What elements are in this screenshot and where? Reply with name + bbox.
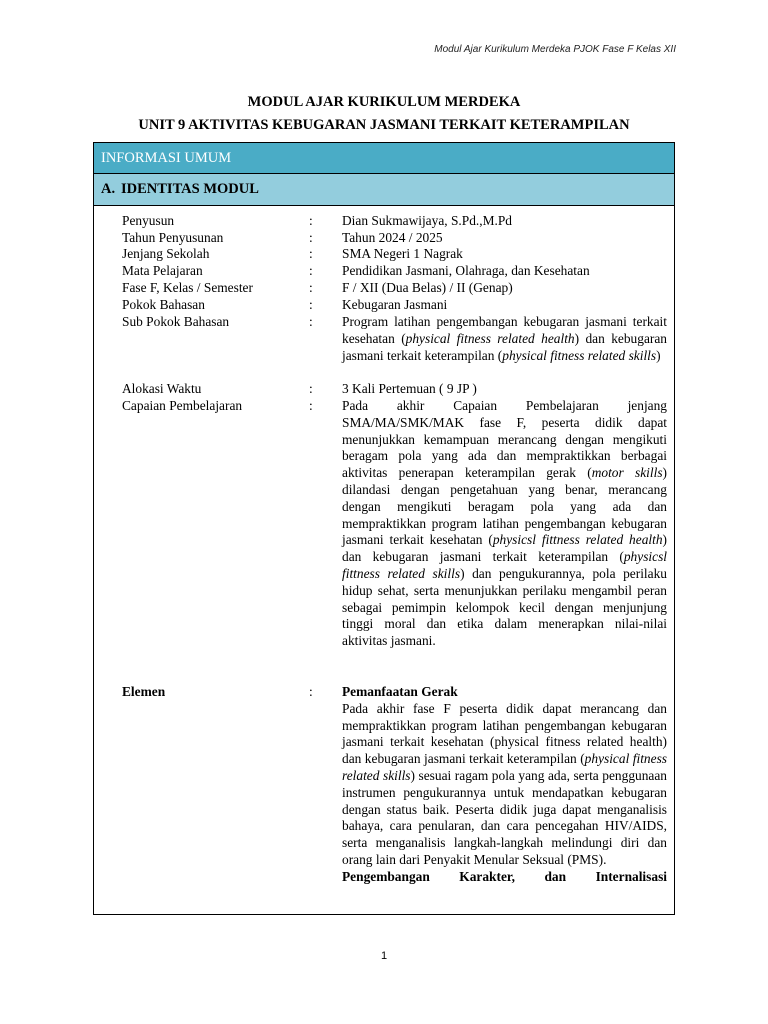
elemen-heading-pengembangan-karakter: Pengembangan Karakter, dan Internalisasi	[342, 868, 667, 884]
value-tahun-penyusunan: Tahun 2024 / 2025	[342, 230, 443, 245]
value-capaian-pembelajaran: Pada akhir Capaian Pembelajaran jenjang SMA/MA/SMK/MAK fase F, peserta didik dapat menunjukkan kemampuan merancang dengan mengikuti beragam pola yang ada dan mempraktikkan berbagai aktivitas penerapan keterampilan gerak (motor skills) dilandasi dengan pengetahuan yang benar, merancang dengan mengikuti beragam pola yang ada dan mempraktikkan program latihan pengembangan kebugaran jasmani terkait kesehatan (physicsl fittness related health) dan kebugaran jasmani terkait keterampilan (physicsl fittness related skills) dan pengukurannya, pola perilaku hidup sehat, serta menunjukkan perilaku mengambil peran sebagai pemimpin kelompok kecil dengan menjunjung tinggi moral dan etika dalam menerapkan nilai-nilai aktivitas jasmani.	[342, 398, 667, 649]
label-penyusun: Penyusun	[122, 213, 175, 228]
colon: :	[309, 213, 313, 228]
label-sub-pokok-bahasan: Sub Pokok Bahasan	[122, 314, 230, 329]
label-capaian-pembelajaran: Capaian Pembelajaran	[122, 398, 243, 413]
value-jenjang-sekolah: SMA Negeri 1 Nagrak	[342, 246, 463, 261]
colon: :	[309, 246, 313, 261]
value-fase-kelas-semester: F / XII (Dua Belas) / II (Genap)	[342, 280, 513, 295]
document-title: MODUL AJAR KURIKULUM MERDEKA	[247, 94, 521, 110]
colon: :	[309, 684, 313, 699]
subsection-header-identitas-modul	[94, 174, 674, 206]
label-elemen: Elemen	[122, 684, 166, 699]
label-mata-pelajaran: Mata Pelajaran	[122, 263, 203, 278]
value-alokasi-waktu: 3 Kali Pertemuan ( 9 JP )	[342, 381, 477, 396]
value-sub-pokok-bahasan: Program latihan pengembangan kebugaran jasmani terkait kesehatan (physical fitness related health) dan kebugaran jasmani terkait keterampilan (physical fitness related skills)	[342, 314, 667, 363]
colon: :	[309, 314, 313, 329]
colon: :	[309, 381, 313, 396]
elemen-heading-pemanfaatan-gerak: Pemanfaatan Gerak	[342, 684, 458, 699]
label-alokasi-waktu: Alokasi Waktu	[122, 381, 202, 396]
subsection-letter: A.	[101, 181, 116, 197]
colon: :	[309, 280, 313, 295]
document-subtitle: UNIT 9 AKTIVITAS KEBUGARAN JASMANI TERKAIT KETERAMPILAN	[138, 117, 630, 133]
running-header: Modul Ajar Kurikulum Merdeka PJOK Fase F Kelas XII	[434, 44, 676, 55]
value-penyusun: Dian Sukmawijaya, S.Pd.,M.Pd	[342, 213, 512, 228]
label-tahun-penyusunan: Tahun Penyusunan	[122, 230, 224, 245]
label-pokok-bahasan: Pokok Bahasan	[122, 297, 205, 312]
colon: :	[309, 398, 313, 413]
value-pokok-bahasan: Kebugaran Jasmani	[342, 297, 448, 312]
page-number: 1	[380, 950, 388, 962]
label-fase-kelas-semester: Fase F, Kelas / Semester	[122, 280, 253, 295]
elemen-paragraph: Pada akhir fase F peserta didik dapat merancang dan mempraktikkan program latihan pengembangan kebugaran jasmani terkait kesehatan (physical fitness related health) dan kebugaran jasmani terkait keterampilan (physical fitness related skills) sesuai ragam pola yang ada, serta penggunaan instrumen pengukurannya untuk mendapatkan kebugaran dengan status baik. Peserta didik juga dapat menganalisis bahaya, cara penularan, dan cara pencegahan HIV/AIDS, serta menganalisis langkah-langkah melindungi diri dan orang lain dari Penyakit Menular Seksual (PMS).	[342, 700, 667, 867]
colon: :	[309, 263, 313, 278]
label-jenjang-sekolah: Jenjang Sekolah	[122, 246, 210, 261]
identity-table	[93, 142, 675, 915]
section-header-informasi-umum	[94, 143, 674, 174]
value-mata-pelajaran: Pendidikan Jasmani, Olahraga, dan Kesehatan	[342, 263, 590, 278]
colon: :	[309, 297, 313, 312]
value-elemen	[342, 684, 667, 886]
subsection-label: IDENTITAS MODUL	[121, 181, 259, 197]
section-header-label: INFORMASI UMUM	[101, 149, 232, 166]
colon: :	[309, 230, 313, 245]
